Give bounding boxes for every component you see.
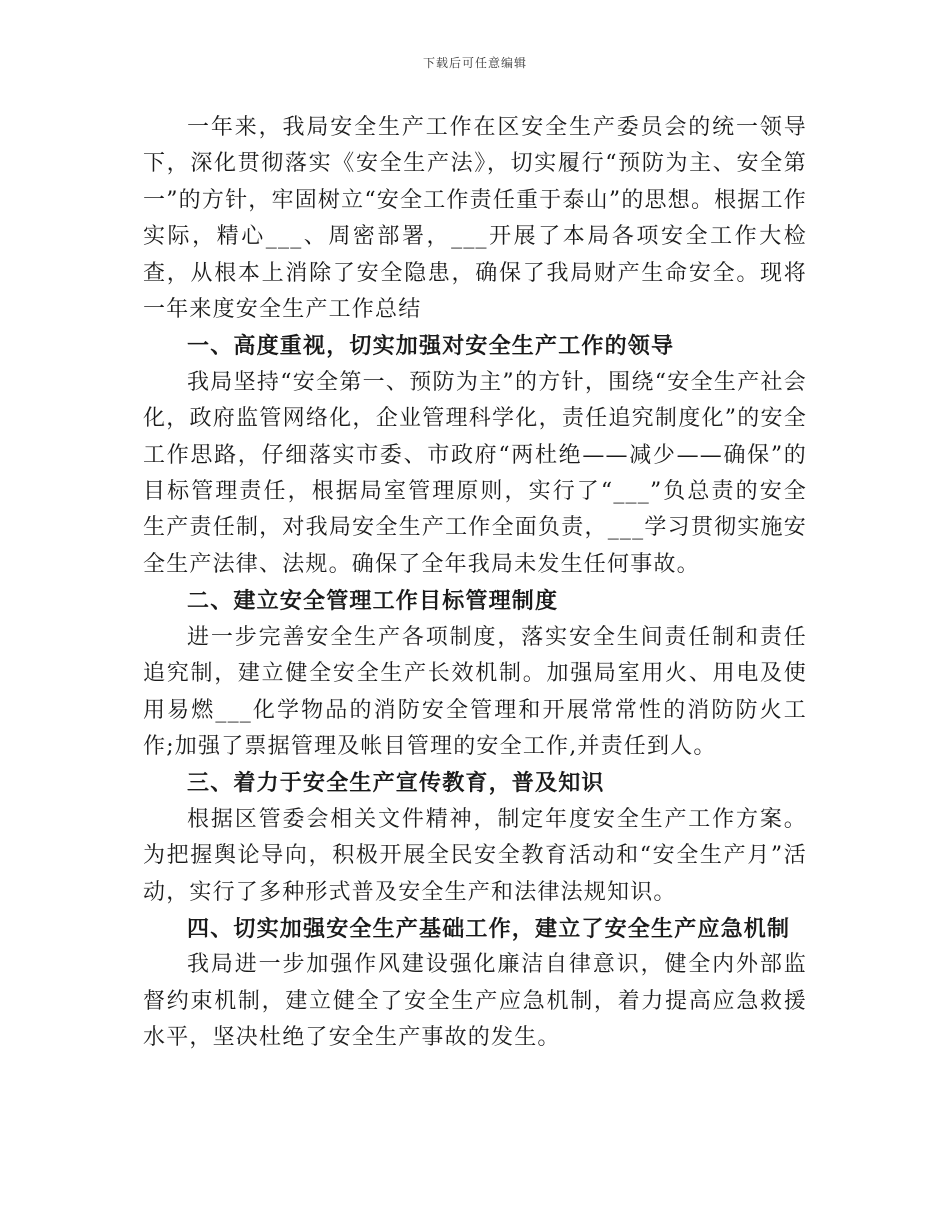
page-header-note: 下载后可任意编辑 <box>422 56 527 70</box>
section-heading-3: 三、着力于安全生产宣传教育，普及知识 <box>187 770 605 797</box>
section-body-1: 我局坚持“安全第一、预防为主”的方针，围绕“安全生产社会化，政府监管网络化，企业管理科学化，责任追究制度化”的安全工作思路，仔细落实市委、市政府“两杜绝——减少——确保”的目标管理责任，根据局室管理原则，实行了“___”负总责的安全生产责任制，对我局安全生产工作全面负责，___学习贯彻实施安全生产法律、法规。确保了全年我局未发生任何事故。 <box>143 369 807 577</box>
section-body-2: 进一步完善安全生产各项制度，落实安全生间责任制和责任追究制，建立健全安全生产长效机制。加强局室用火、用电及使用易燃___化学物品的消防安全管理和开展常常性的消防防火工作;加强了票据管理及帐目管理的安全工作,并责任到人。 <box>143 624 807 759</box>
section-heading-2: 二、建立安全管理工作目标管理制度 <box>187 588 559 615</box>
section-body-3: 根据区管委会相关文件精神，制定年度安全生产工作方案。为把握舆论导向，积极开展全民安全教育活动和“安全生产月”活动，实行了多种形式普及安全生产和法律法规知识。 <box>143 806 807 905</box>
document-body <box>143 110 807 1057</box>
section-body-4: 我局进一步加强作风建设强化廉洁自律意识，健全内外部监督约束机制，建立健全了安全生产应急机制，着力提高应急救援水平，坚决杜绝了安全生产事故的发生。 <box>143 952 807 1051</box>
intro-paragraph: 一年来，我局安全生产工作在区安全生产委员会的统一领导下，深化贯彻落实《安全生产法》，切实履行“预防为主、安全第一”的方针，牢固树立“安全工作责任重于泰山”的思想。根据工作实际，精心___、周密部署，___开展了本局各项安全工作大检查，从根本上消除了安全隐患，确保了我局财产生命安全。现将一年来度安全生产工作总结 <box>143 115 807 323</box>
section-heading-4: 四、切实加强安全生产基础工作，建立了安全生产应急机制 <box>187 915 791 942</box>
section-heading-1: 一、高度重视，切实加强对安全生产工作的领导 <box>187 333 675 360</box>
